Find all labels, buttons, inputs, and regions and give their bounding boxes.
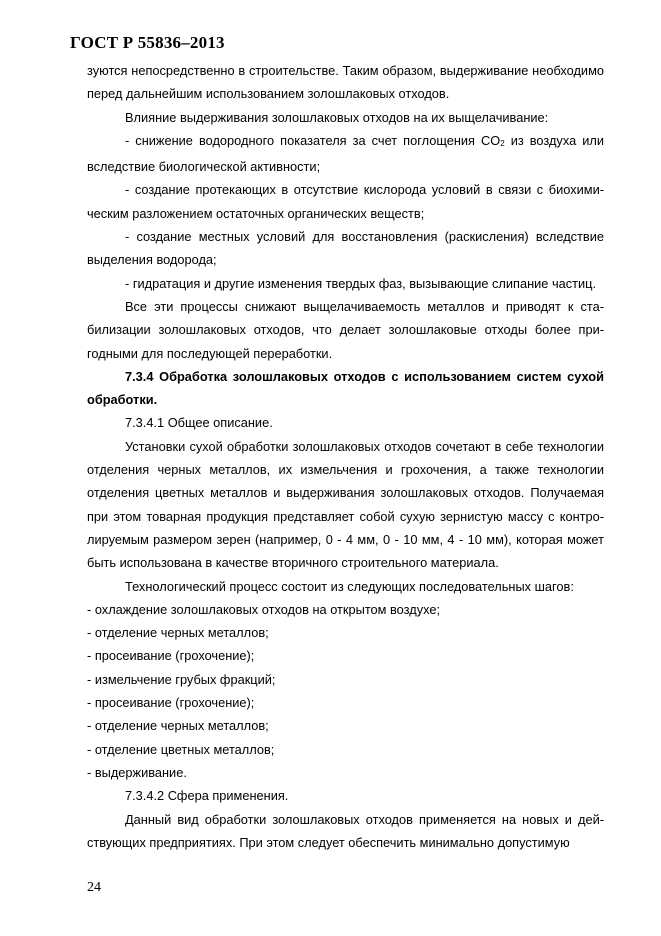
subsection-heading: 7.3.4.1 Общее описание. — [125, 415, 273, 431]
paragraph: Технологический процесс состоит из следующих последовательных шагов: — [125, 578, 574, 594]
paragraph: Влияние выдерживания золошлаковых отходов на их выщелачивание: — [125, 109, 549, 125]
list-item — [87, 129, 604, 179]
list-item: - создание местных условий для восстановления (раскисления) вследствие выделения водорода; — [87, 229, 604, 268]
section-heading: 7.3.4 Обработка золошлаковых отходов с использованием систем сухой обработки. — [87, 368, 604, 408]
paragraph: Установки сухой обработки золошлаковых отходов сочетают в себе технологии отделения черных металлов, их измельчения и грохочения, а также технологии отделения цветных металлов и выдерживания золошлаковых отходов. Получаемая при этом товарная продукция представляет собой сухую зернистую массу с контролируемым размером зерен (например, 0 - 4 мм, 0 - 10 мм, 4 - 10 мм), которая может быть использована в качестве вторичного строительного материала. — [87, 438, 604, 571]
paragraph: зуются непосредственно в строительстве. Таким образом, выдерживание необходимо перед дальнейшим использованием золошлаковых отходов. — [87, 63, 604, 102]
document-header: ГОСТ Р 55836–2013 — [70, 33, 225, 52]
list-item: - выдерживание. — [87, 764, 187, 780]
list-item: - просеивание (грохочение); — [87, 648, 255, 664]
list-item-text-continued: из воздуха или вследствие биологической активности; — [87, 132, 604, 175]
paragraph: Все эти процессы снижают выщелачиваемость металлов и приводят к стабилизации золошлаковых отходов, что делает золошлаковые отходы более пригодными для последующей переработки. — [87, 298, 604, 361]
list-item: - просеивание (грохочение); — [87, 695, 255, 711]
paragraph: Данный вид обработки золошлаковых отходов применяется на новых и действующих предприятиях. При этом следует обеспечить минимально допустимую — [87, 811, 604, 850]
subsection-heading: 7.3.4.2 Сфера применения. — [125, 788, 289, 804]
list-item: - охлаждение золошлаковых отходов на открытом воздухе; — [87, 601, 441, 617]
co2-subscript: 2 — [500, 138, 505, 148]
list-item: - отделение черных металлов; — [87, 718, 269, 734]
page-body — [87, 59, 604, 854]
list-item: - гидратация и другие изменения твердых фаз, вызывающие слипание частиц. — [125, 275, 597, 291]
list-item: - отделение цветных металлов; — [87, 741, 275, 757]
list-item: - создание протекающих в отсутствие кислорода условий в связи с биохимическим разложением остаточных органических веществ; — [87, 182, 604, 221]
page-number: 24 — [87, 880, 101, 895]
list-item: - измельчение грубых фракций; — [87, 671, 276, 687]
list-item: - отделение черных металлов; — [87, 625, 269, 641]
list-item-text: - снижение водородного показателя за счет поглощения CO — [125, 132, 501, 148]
